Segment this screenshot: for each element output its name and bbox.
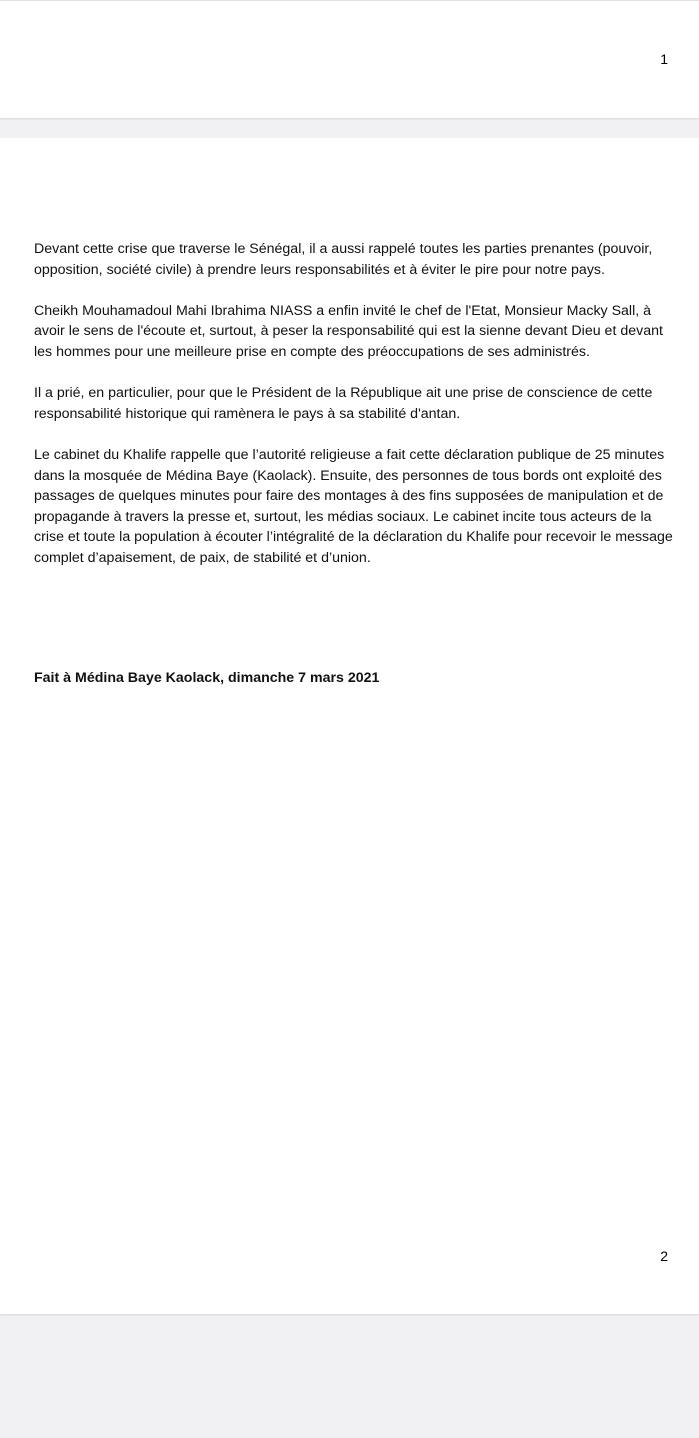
page-1 (0, 0, 699, 118)
page-2 (0, 138, 699, 1314)
signature-line: Fait à Médina Baye Kaolack, dimanche 7 mars 2021 (34, 670, 380, 686)
paragraph-prayer: Il a prié, en particulier, pour que le Président de la République ait une prise de conscience de cette responsabilité historique qui ramènera le pays à sa stabilité d'antan. (34, 385, 653, 422)
page-number: 1 (660, 51, 668, 67)
paragraph-invitation: Cheikh Mouhamadoul Mahi Ibrahima NIASS a enfin invité le chef de l'Etat, Monsieur Macky Sall, à avoir le sens de l'écoute et, surtout, à peser la responsabilité qui est la sienne devant Dieu et devant les hommes pour une meilleure prise en compte des préoccupations de ses administrés. (34, 302, 663, 360)
page-body (34, 239, 674, 589)
paragraph-cabinet: Le cabinet du Khalife rappelle que l’autorité religieuse a fait cette déclaration publique de 25 minutes dans la mosquée de Médina Baye (Kaolack). Ensuite, des personnes de tous bords ont exploité des passages de quelques minutes pour faire des montages à des fins supposées de manipulation et de propagande à travers la presse et, surtout, les médias sociaux. Le cabinet incite tous acteurs de la crise et toute la population à écouter l’intégralité de la déclaration du Khalife pour recevoir le message complet d’apaisement, de paix, de stabilité et d’union. (34, 446, 673, 566)
page-number: 2 (660, 1248, 668, 1264)
paragraph-crisis: Devant cette crise que traverse le Sénégal, il a aussi rappelé toutes les parties prenantes (pouvoir, opposition, société civile) à prendre leurs responsabilités et à éviter le pire pour notre pays. (34, 241, 653, 278)
